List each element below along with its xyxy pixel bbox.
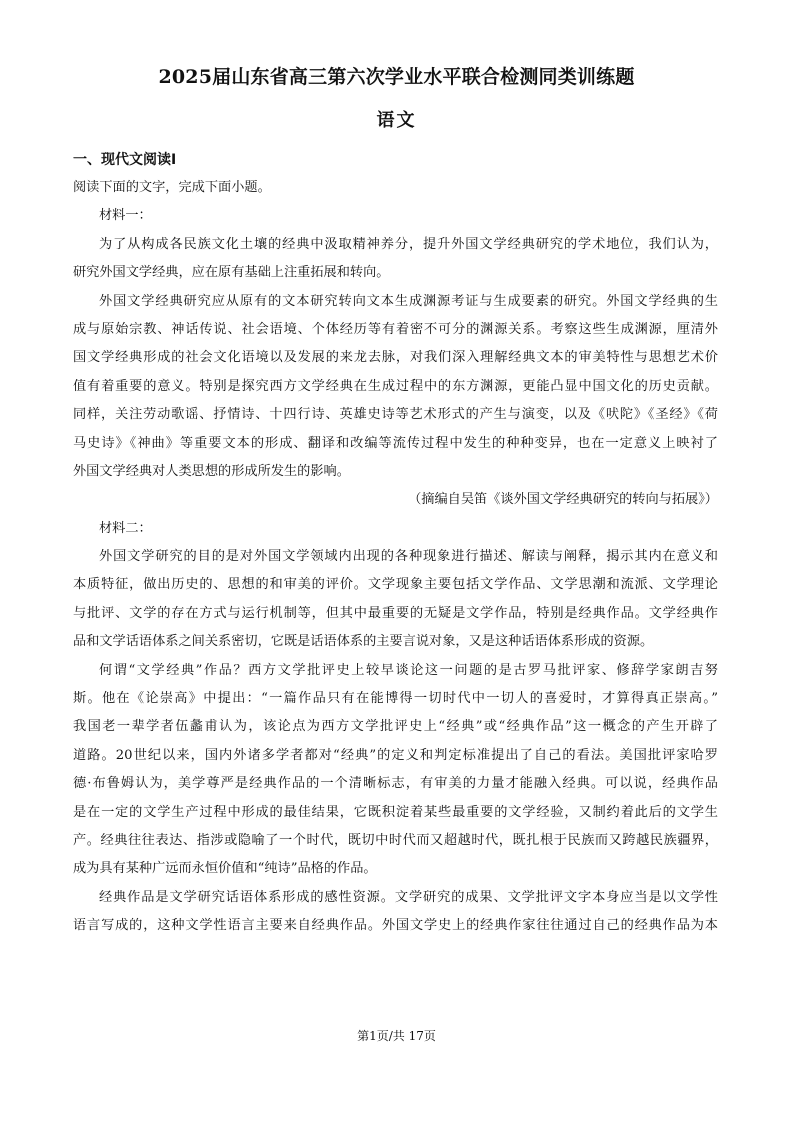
paragraph-line: 成为具有某种广远而永恒价值和“纯诗”品格的作品。	[73, 861, 377, 877]
paragraph-line: 外国文学研究的目的是对外国文学领域内出现的各种现象进行描述、解读与阐释，揭示其内在意义和	[99, 549, 718, 565]
paragraph-line: 为了从构成各民族文化土壤的经典中汲取精神养分，提升外国文学经典研究的学术地位，我们认为，	[99, 236, 718, 252]
paragraph-line: 是在一定的文学生产过程中形成的最佳结果，它既积淀着某些最重要的文学经验，又制约着此后的文学生	[73, 804, 718, 820]
paragraph-line: 我国老一辈学者伍蠡甫认为，该论点为西方文学批评史上“经典”或“经典作品”这一概念的产生开辟了	[73, 719, 718, 735]
material1-label: 材料一：	[99, 208, 152, 224]
paragraph-line: 道路。20世纪以来，国内外诸多学者都对“经典”的定义和判定标准提出了自己的看法。美国批评家哈罗	[73, 747, 718, 763]
paragraph-line: 成与原始宗教、神话传说、社会语境、个体经历等有着密不可分的渊源关系。考察这些生成渊源，厘清外	[73, 321, 718, 337]
paragraph-line: 国文学经典形成的社会文化语境以及发展的来龙去脉，对我们深入理解经典文本的审美特性与思想艺术价	[73, 350, 718, 366]
source-citation: （摘编自吴笛《谈外国文学经典研究的转向与拓展》）	[408, 492, 718, 508]
paragraph-line: 何谓“文学经典”作品？西方文学批评史上较早谈论这一问题的是古罗马批评家、修辞学家朗吉努	[99, 662, 718, 678]
material2-label: 材料二：	[99, 520, 152, 536]
paragraph-line: 品和文学话语体系之间关系密切，它既是话语体系的主要言说对象，又是这种话语体系形成的资源。	[73, 634, 654, 650]
paragraph-line: 与批评、文学的存在方式与运行机制等，但其中最重要的无疑是文学作品，特别是经典作品。文学经典作	[73, 605, 718, 621]
paragraph-line: 语言写成的，这种文学性语言主要来自经典作品。外国文学史上的经典作家往往通过自己的经典作品为本	[73, 918, 718, 934]
paragraph-line: 马史诗》《神曲》等重要文本的形成、翻译和改编等流传过程中发生的种种变异，也在一定意义上映衬了	[73, 435, 718, 451]
paragraph-line: 同样，关注劳动歌谣、抒情诗、十四行诗、英雄史诗等艺术形式的产生与演变，以及《吠陀》《圣经》《荷	[73, 407, 718, 423]
paragraph-line: 斯。他在《论崇高》中提出：“一篇作品只有在能博得一切时代中一切人的喜爱时，才算得真正崇高。”	[73, 691, 718, 707]
document-subject: 语文	[376, 110, 417, 131]
paragraph-line: 经典作品是文学研究话语体系形成的感性资源。文学研究的成果、文学批评文字本身应当是以文学性	[99, 889, 718, 905]
section-heading: 一、现代文阅读Ⅰ	[73, 152, 177, 168]
document-body	[73, 146, 718, 941]
paragraph-line: 外国文学经典对人类思想的形成所发生的影响。	[73, 463, 350, 479]
paragraph-line: 外国文学经典研究应从原有的文本研究转向文本生成渊源考证与生成要素的研究。外国文学经典的生	[99, 293, 718, 309]
paragraph-line: 研究外国文学经典，应在原有基础上注重拓展和转向。	[73, 265, 390, 281]
instruction-line: 阅读下面的文字，完成下面小题。	[73, 180, 271, 195]
paragraph-line: 值有着重要的意义。特别是探究西方文学经典在生成过程中的东方渊源，更能凸显中国文化的历史贡献。	[73, 378, 718, 394]
document-title: 2025届山东省高三第六次学业水平联合检测同类训练题	[158, 66, 635, 88]
page-number: 第1页/共 17页	[357, 1029, 436, 1043]
paragraph-line: 本质特征，做出历史的、思想的和审美的评价。文学现象主要包括文学作品、文学思潮和流派、文学理论	[73, 577, 718, 593]
paragraph-line: 产。经典往往表达、指涉或隐喻了一个时代，既切中时代而又超越时代，既扎根于民族而又跨越民族疆界，	[73, 832, 718, 848]
paragraph-line: 德·布鲁姆认为，美学尊严是经典作品的一个清晰标志，有审美的力量才能融入经典。可以说，经典作品	[73, 776, 718, 792]
